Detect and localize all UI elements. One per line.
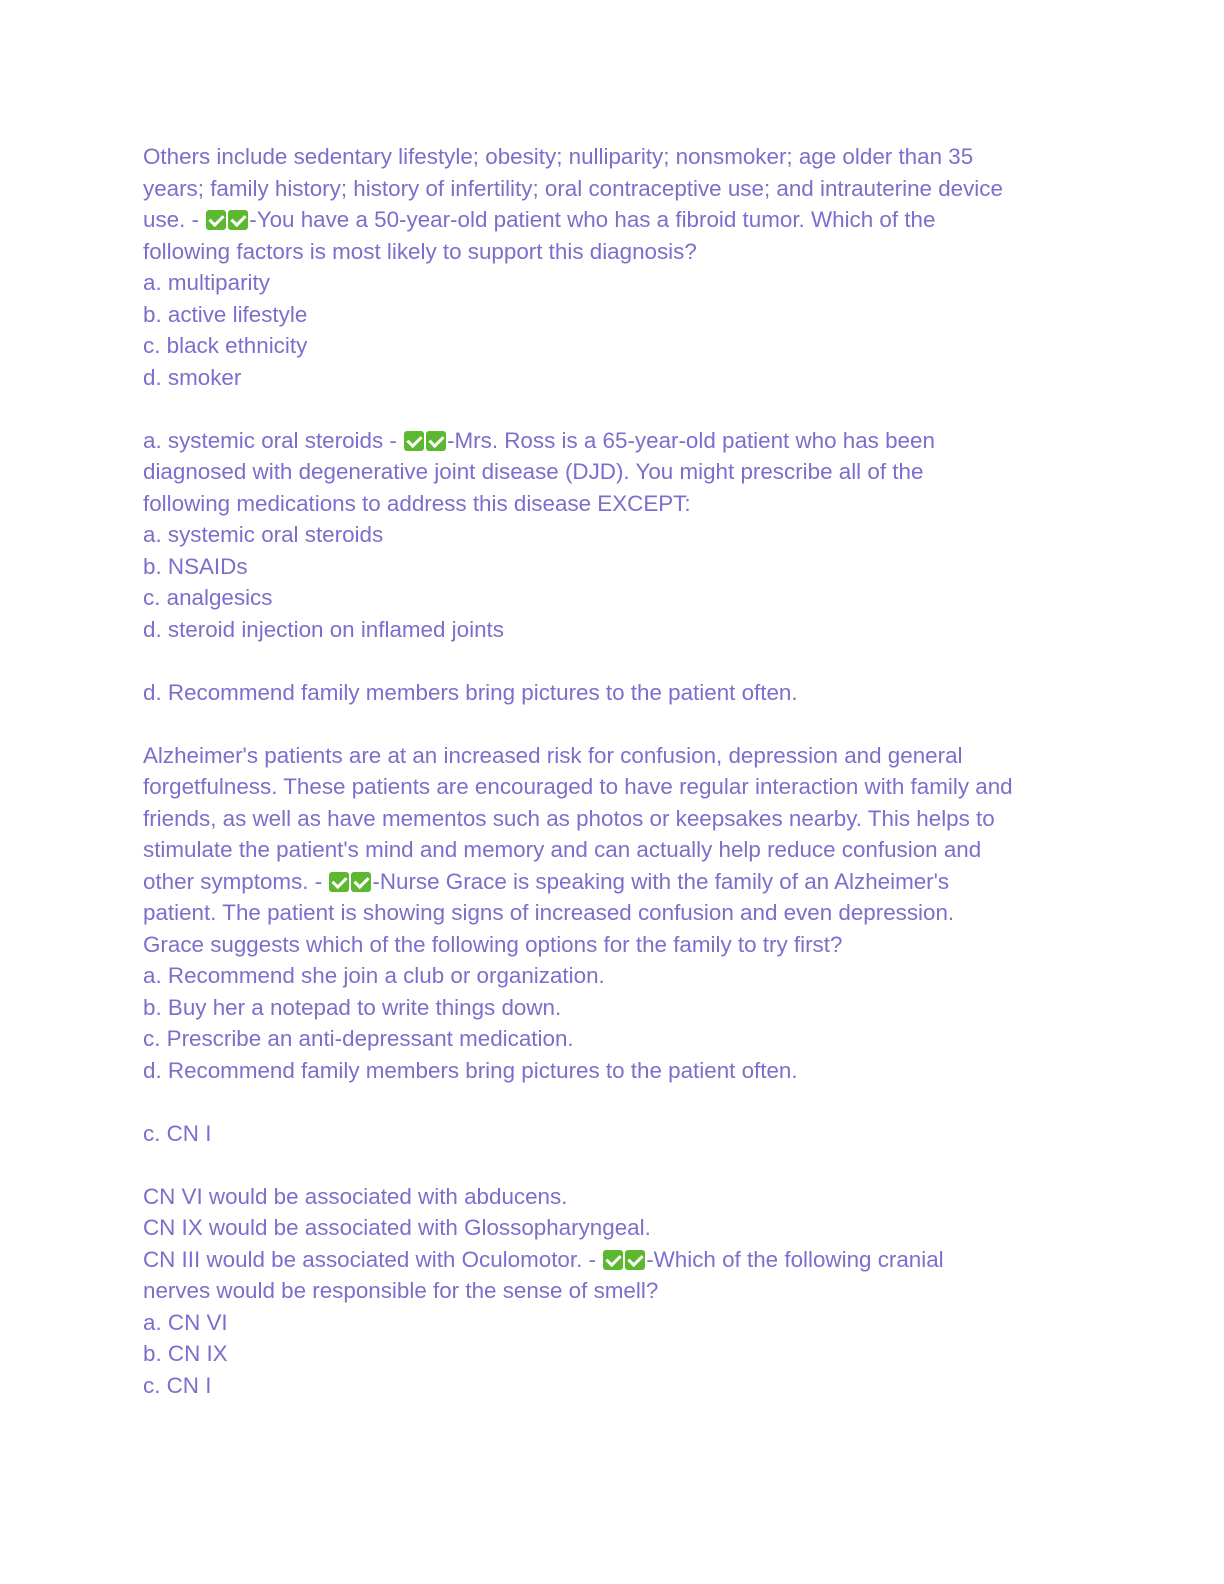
text-line: stimulate the patient's mind and memory and can actually help reduce confusion and xyxy=(143,837,982,862)
option-item: b. active lifestyle xyxy=(143,301,308,327)
question-line: Grace suggests which of the following options for the family to try first? xyxy=(143,931,843,957)
question-line: following medications to address this disease EXCEPT: xyxy=(143,490,691,516)
check-mark-icon xyxy=(351,872,371,892)
check-mark-icon xyxy=(329,872,349,892)
answer-line xyxy=(143,204,1083,236)
answer-standalone: c. CN I xyxy=(143,1120,212,1146)
answer-text: CN III would be associated with Oculomotor. - xyxy=(143,1246,603,1272)
text-line: forgetfulness. These patients are encouraged to have regular interaction with family and xyxy=(143,774,1013,799)
option-item: c. CN I xyxy=(143,1372,212,1398)
question-line: following factors is most likely to support this diagnosis? xyxy=(143,238,697,264)
option-item: b. CN IX xyxy=(143,1341,228,1366)
question-line: diagnosed with degenerative joint disease (DJD). You might prescribe all of the xyxy=(143,459,924,484)
text-line: CN IX would be associated with Glossopharyngeal. xyxy=(143,1215,651,1240)
option-item: a. multiparity xyxy=(143,270,270,295)
document-page xyxy=(143,141,1083,1401)
check-mark-icon xyxy=(603,1250,623,1270)
blank-line xyxy=(143,1086,1083,1118)
text-line: Alzheimer's patients are at an increased risk for confusion, depression and general xyxy=(143,742,963,768)
question-text: -Which of the following cranial xyxy=(646,1246,944,1272)
option-item: a. Recommend she join a club or organization. xyxy=(143,963,605,988)
blank-line xyxy=(143,393,1083,425)
question-line: patient. The patient is showing signs of increased confusion and even depression. xyxy=(143,900,955,925)
check-mark-icon xyxy=(228,210,248,230)
option-item: c. Prescribe an anti-depressant medication. xyxy=(143,1026,574,1051)
check-mark-icon xyxy=(404,431,424,451)
check-mark-icon xyxy=(426,431,446,451)
blank-line xyxy=(143,1149,1083,1181)
option-item: c. analgesics xyxy=(143,585,273,610)
question-text: -You have a 50-year-old patient who has a fibroid tumor. Which of the xyxy=(249,207,936,232)
question-line: nerves would be responsible for the sense of smell? xyxy=(143,1278,659,1303)
answer-line xyxy=(143,425,1083,457)
text-line: Others include sedentary lifestyle; obesity; nulliparity; nonsmoker; age older than 35 xyxy=(143,144,974,169)
text-line: years; family history; history of infertility; oral contraceptive use; and intrauterine device xyxy=(143,175,1003,201)
option-item: d. smoker xyxy=(143,364,242,390)
blank-line xyxy=(143,645,1083,677)
question-text: -Nurse Grace is speaking with the family of an Alzheimer's xyxy=(372,868,950,894)
option-item: d. Recommend family members bring pictures to the patient often. xyxy=(143,1057,798,1083)
option-item: b. NSAIDs xyxy=(143,553,248,579)
option-item: b. Buy her a notepad to write things down. xyxy=(143,994,562,1020)
question-text: -Mrs. Ross is a 65-year-old patient who has been xyxy=(447,427,935,453)
text-line: CN VI would be associated with abducens. xyxy=(143,1183,568,1209)
answer-standalone: d. Recommend family members bring pictures to the patient often. xyxy=(143,679,798,705)
option-item: a. systemic oral steroids xyxy=(143,522,384,547)
text-line: friends, as well as have mementos such as photos or keepsakes nearby. This helps to xyxy=(143,805,995,831)
answer-text: other symptoms. - xyxy=(143,868,329,894)
option-item: d. steroid injection on inflamed joints xyxy=(143,616,504,642)
answer-text: a. systemic oral steroids - xyxy=(143,427,404,453)
option-item: c. black ethnicity xyxy=(143,333,308,358)
blank-line xyxy=(143,708,1083,740)
answer-line xyxy=(143,866,1083,898)
check-mark-icon xyxy=(206,210,226,230)
answer-text: use. - xyxy=(143,207,206,232)
check-mark-icon xyxy=(625,1250,645,1270)
option-item: a. CN VI xyxy=(143,1309,228,1335)
answer-line xyxy=(143,1244,1083,1276)
